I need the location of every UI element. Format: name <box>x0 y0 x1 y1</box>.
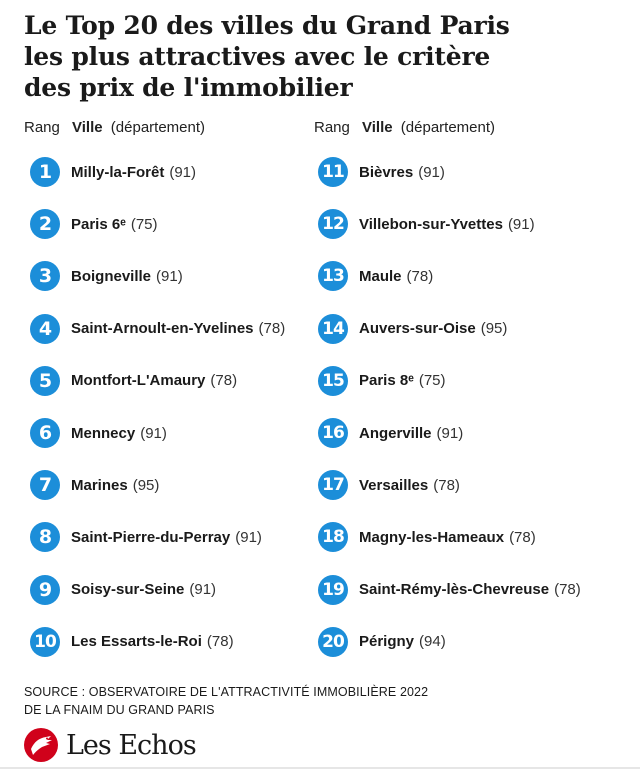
city-department: (78) <box>406 267 434 285</box>
city-name: Bièvres <box>359 163 414 181</box>
rank-badge: 19 <box>318 575 348 605</box>
list-item <box>318 522 536 552</box>
city-name: Boigneville <box>71 267 152 285</box>
rank-badge: 4 <box>30 314 60 344</box>
title-line-1: Le Top 20 des villes du Grand Paris <box>24 11 510 40</box>
city-department: (91) <box>436 424 464 442</box>
les-echos-logo-icon <box>24 728 58 762</box>
list-item <box>30 470 159 500</box>
city-name: Magny-les-Hameaux <box>359 528 505 546</box>
header-departement: (département) <box>110 119 206 136</box>
city-department: (95) <box>132 476 160 494</box>
city-department: (91) <box>418 163 445 181</box>
column-header-right <box>314 119 495 136</box>
city-name: Paris 8ᵉ <box>359 372 414 390</box>
rank-badge: 1 <box>30 157 60 187</box>
city-name: Saint-Rémy-lès-Chevreuse <box>359 581 550 599</box>
rank-badge: 18 <box>318 522 348 552</box>
list-item <box>30 209 158 239</box>
city-name: Paris 6ᵉ <box>71 215 126 233</box>
rank-badge: 3 <box>30 261 60 291</box>
city-department: (91) <box>169 163 197 181</box>
city-department: (78) <box>554 581 581 599</box>
city-name: Versailles <box>359 476 429 494</box>
city-name: Saint-Pierre-du-Perray <box>71 528 231 546</box>
list-item <box>30 522 262 552</box>
rank-badge: 12 <box>318 209 348 239</box>
rank-badge: 7 <box>30 470 60 500</box>
list-item <box>318 627 446 657</box>
bottom-divider <box>0 767 640 769</box>
city-department: (75) <box>418 372 446 390</box>
list-item <box>30 627 234 657</box>
rank-badge: 13 <box>318 261 348 291</box>
rank-badge: 9 <box>30 575 60 605</box>
rank-badge: 10 <box>30 627 60 657</box>
rank-badge: 17 <box>318 470 348 500</box>
rank-badge: 8 <box>30 522 60 552</box>
city-department: (91) <box>189 581 217 599</box>
city-name: Milly-la-Forêt <box>71 163 165 181</box>
city-name: Saint-Arnoult-en-Yvelines <box>71 320 254 338</box>
page-title <box>24 10 624 103</box>
city-department: (78) <box>509 528 536 546</box>
city-department: (91) <box>140 424 167 442</box>
city-department: (91) <box>235 528 262 546</box>
list-item <box>30 157 196 187</box>
city-department: (78) <box>210 372 238 390</box>
rank-badge: 11 <box>318 157 348 187</box>
list-item <box>30 418 167 448</box>
list-item <box>30 261 183 291</box>
list-item <box>30 366 237 396</box>
city-name: Auvers-sur-Oise <box>359 320 476 338</box>
city-name: Les Essarts-le-Roi <box>71 633 202 651</box>
rank-badge: 2 <box>30 209 60 239</box>
list-item <box>318 157 445 187</box>
rank-badge: 16 <box>318 418 348 448</box>
city-name: Périgny <box>359 633 415 651</box>
list-item <box>318 209 535 239</box>
title-line-2: les plus attractives avec le critère <box>24 42 491 71</box>
rank-badge: 15 <box>318 366 348 396</box>
city-name: Maule <box>359 267 402 285</box>
city-name: Villebon-sur-Yvettes <box>359 215 503 233</box>
source-line-1: SOURCE : OBSERVATOIRE DE L'ATTRACTIVITÉ IMMOBILIÈRE 2022 <box>24 685 429 699</box>
list-item <box>30 314 285 344</box>
column-header-left <box>24 119 205 136</box>
city-department: (91) <box>156 267 183 285</box>
les-echos-logo <box>24 727 196 763</box>
rank-badge: 6 <box>30 418 60 448</box>
list-item <box>318 314 507 344</box>
header-rang: Rang <box>314 119 350 136</box>
city-name: Soisy-sur-Seine <box>71 581 185 599</box>
city-department: (94) <box>419 633 446 651</box>
list-item <box>318 575 581 605</box>
city-department: (75) <box>130 215 158 233</box>
list-item <box>318 418 463 448</box>
city-name: Angerville <box>359 424 432 442</box>
city-department: (95) <box>480 320 508 338</box>
city-department: (78) <box>433 476 460 494</box>
header-rang: Rang <box>24 119 60 136</box>
header-ville: Ville <box>72 119 103 136</box>
source-note <box>24 683 428 719</box>
city-name: Montfort-L'Amaury <box>71 372 206 390</box>
header-departement: (département) <box>400 119 496 136</box>
city-name: Mennecy <box>71 424 136 442</box>
title-line-3: des prix de l'immobilier <box>24 73 353 102</box>
list-item <box>30 575 216 605</box>
les-echos-wordmark: Les Echos <box>66 729 196 761</box>
list-item <box>318 470 460 500</box>
list-item <box>318 261 433 291</box>
city-department: (91) <box>507 215 535 233</box>
city-department: (78) <box>206 633 234 651</box>
rank-badge: 20 <box>318 627 348 657</box>
city-name: Marines <box>71 476 128 494</box>
header-ville: Ville <box>362 119 393 136</box>
rank-badge: 5 <box>30 366 60 396</box>
city-department: (78) <box>258 320 286 338</box>
list-item <box>318 366 446 396</box>
source-line-2: DE LA FNAIM DU GRAND PARIS <box>24 703 215 717</box>
rank-badge: 14 <box>318 314 348 344</box>
